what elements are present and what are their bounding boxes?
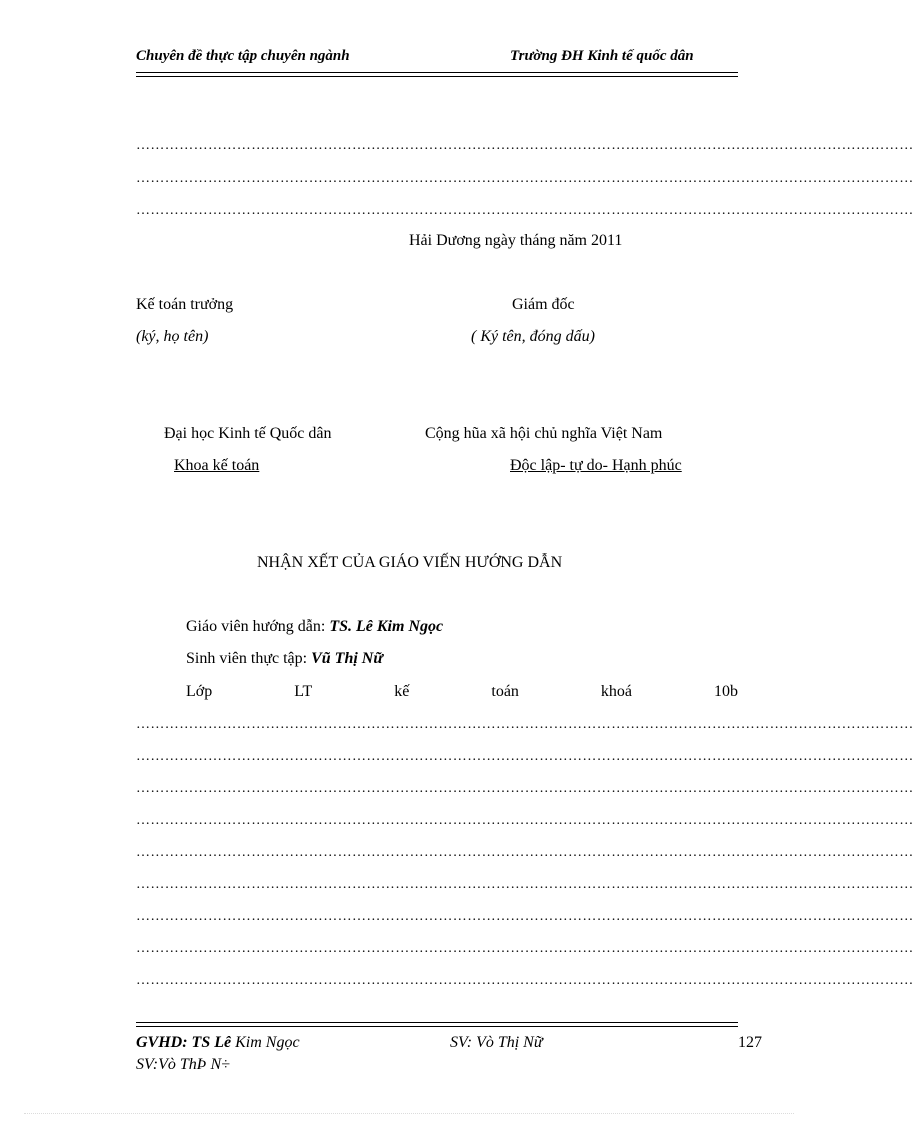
comment-line: ……………………………………………………………………………………………………………………………………………… [136,781,914,796]
class-word: 10b [714,683,738,700]
director-note: ( Ký tên, đóng dấu) [471,328,595,345]
comment-line: ……………………………………………………………………………………………………………………………………………… [136,845,914,860]
dotted-line: ……………………………………………………………………………………………………………………………………………… [136,138,914,153]
footer-rule-bottom [136,1026,738,1027]
faculty-name: Khoa kế toán [174,457,260,474]
footer-advisor-label: GVHD: TS Lê [136,1034,232,1051]
header-left: Chuyên đề thực tập chuyên ngành [136,48,350,64]
form-title: NHẬN XẾT CỦA GIÁO VIẾN HƯỚNG DẪN [257,554,563,571]
footer-advisor-name: Kim Ngọc [231,1034,300,1051]
class-line [186,683,738,701]
comment-line: ……………………………………………………………………………………………………………………………………………… [136,813,914,828]
class-word: toán [491,683,519,700]
comment-line: ……………………………………………………………………………………………………………………………………………… [136,717,914,732]
national-motto: Độc lập- tự do- Hạnh phúc [510,457,682,474]
dotted-line: ……………………………………………………………………………………………………………………………………………… [136,171,914,186]
advisor-line [186,618,443,636]
student-name: Vũ Thị Nữ [311,650,383,667]
student-label: Sinh viên thực tập: [186,650,312,667]
header-rule-top [136,72,738,73]
header-rule-bottom [136,76,738,77]
republic-name: Cộng hũa xã hội chủ nghĩa Việt Nam [425,425,663,442]
page-number: 127 [738,1034,762,1051]
footer-student-garbled: SV:Vò ThÞ N÷ [136,1056,230,1073]
class-word: khoá [600,683,633,700]
dotted-line: ……………………………………………………………………………………………………………………………………………… [136,203,914,218]
advisor-label: Giáo viên hướng dẫn: [186,618,330,635]
page-edge-divider [24,1113,794,1114]
advisor-name: TS. Lê Kim Ngọc [329,618,444,635]
comment-line: ……………………………………………………………………………………………………………………………………………… [136,973,914,988]
director-title: Giám đốc [512,296,575,313]
comment-line: ……………………………………………………………………………………………………………………………………………… [136,909,914,924]
chief-accountant-title: Kế toán trưởng [136,296,234,313]
class-word: Lớp [186,683,213,700]
comment-line: ……………………………………………………………………………………………………………………………………………… [136,749,914,764]
footer-advisor [136,1034,300,1052]
footer-student: SV: Vò Thị Nữ [450,1034,543,1051]
comment-line: ……………………………………………………………………………………………………………………………………………… [136,877,914,892]
university-name: Đại học Kinh tế Quốc dân [164,425,332,442]
footer-rule-top [136,1022,738,1023]
chief-accountant-note: (ký, họ tên) [136,328,209,345]
class-word: LT [294,683,313,700]
student-line [186,650,383,668]
comment-line: ……………………………………………………………………………………………………………………………………………… [136,941,914,956]
header-right: Trường ĐH Kinh tế quốc dân [510,48,694,64]
date-line: Hải Dương ngày tháng năm 2011 [409,232,623,249]
class-word: kế [394,683,410,700]
